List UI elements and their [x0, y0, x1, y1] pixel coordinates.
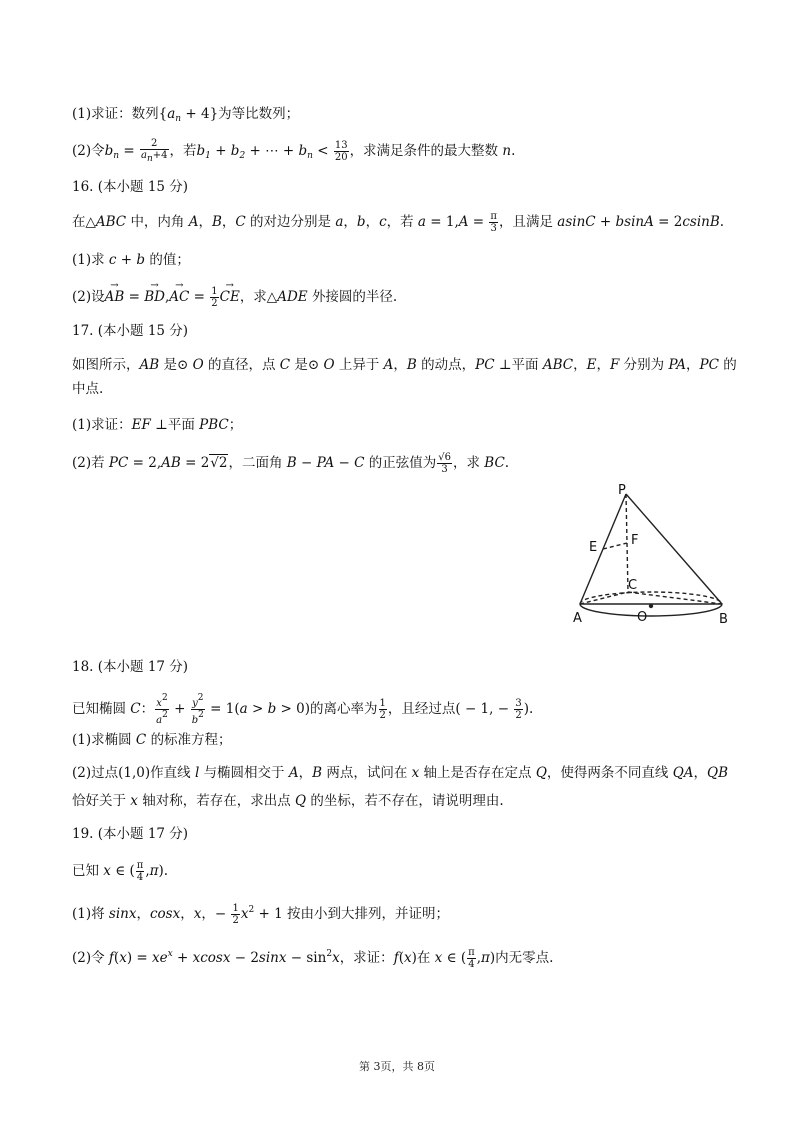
label-P: P — [618, 483, 626, 498]
edge-PB — [626, 494, 722, 604]
q17-part2: (2)若 PC = 2,AB = 2√2，二面角 B − PA − C 的正弦值为 $\frac{√6}{3}$ ，求 BC. — [72, 452, 510, 475]
q17-header: 17. (本小题 15 分) — [72, 323, 189, 339]
q19-header: 19. (本小题 17 分) — [72, 826, 189, 842]
label-B: B — [719, 612, 728, 627]
q16-header: 16. (本小题 15 分) — [72, 179, 189, 195]
q18-part1: (1)求椭圆 C 的标准方程； — [72, 732, 232, 748]
q17-stem-line1: 如图所示，AB 是⊙ O 的直径，点 C 是⊙ O 上异于 A，B 的动点，PC ⊥平面 ABC，E，F 分别为 PA，PC 的 — [72, 357, 737, 373]
q19-part2: (2)令 $f(x) = xe^x + xcosx - 2\sin x - \sin^2x$，求证：f(x)在 x ∈ ( $\frac{\pi}{4}$ ,π)内无零点. — [72, 947, 554, 970]
q15-part2: (2)令$b_n$ = $\frac{2}{an+4}$ ，若$b_1 + b_2$ + ⋯ + $b_n$ < $\frac{13}{20}$ ，求满足条件的最大整数 n. — [72, 138, 516, 164]
q16-part2: (2)设→ AB = → BD,→ AC = $\frac{1}{2}$ → CE，求△ADE 外接圆的半径. — [72, 286, 722, 309]
label-A: A — [573, 611, 582, 626]
q18-part2-line1: (2)过点(1,0)作直线 l 与椭圆相交于 A，B 两点，试问在 x 轴上是否存在定点 Q，使得两条不同直线 QA，QB — [72, 765, 729, 781]
q17-stem-line2: 中点. — [72, 381, 104, 397]
q19-stem: 已知 x ∈ ( $\frac{\pi}{4}$ ,π). — [72, 860, 169, 883]
label-F: F — [631, 533, 639, 548]
label-E: E — [589, 540, 598, 555]
q18-header: 18. (本小题 17 分) — [72, 659, 189, 675]
q19-part1: (1)将 sinx，cosx，x，− $\frac{1}{2}$ $x^2 + 1$ 按由小到大排列，并证明； — [72, 903, 449, 926]
page-footer: 第 3页，共 8页 — [359, 1060, 435, 1073]
q16-stem: 在△ABC 中，内角 A，B，C 的对边分别是 a，b，c，若 a = 1,A = $\frac{\pi}{3}$ ，且满足 asinC + bsinA = 2csinB. — [72, 211, 725, 234]
q17-part1: (1)求证：EF ⊥平面 PBC； — [72, 417, 243, 433]
label-C: C — [628, 578, 638, 593]
segment-EF — [603, 543, 627, 549]
center-O-dot — [649, 604, 653, 608]
label-O: O — [637, 610, 648, 625]
q16-part1: (1)求 c + b 的值； — [72, 252, 190, 268]
q15-part1: (1)求证：数列$\{a_n + 4\}$为等比数列； — [72, 106, 300, 124]
q18-part2-line2: 恰好关于 x 轴对称，若存在，求出点 Q 的坐标，若不存在，请说明理由. — [72, 793, 504, 809]
q18-stem: 已知椭圆 C： $\frac{x2}{a2}$ + $\frac{y2}{b2}$ = 1(a > b > 0)的离心率为 $\frac{1}{2}$ ，且经过点( − 1, − $\frac{3}{2}$ ). — [72, 693, 534, 726]
edge-CB — [628, 592, 722, 604]
